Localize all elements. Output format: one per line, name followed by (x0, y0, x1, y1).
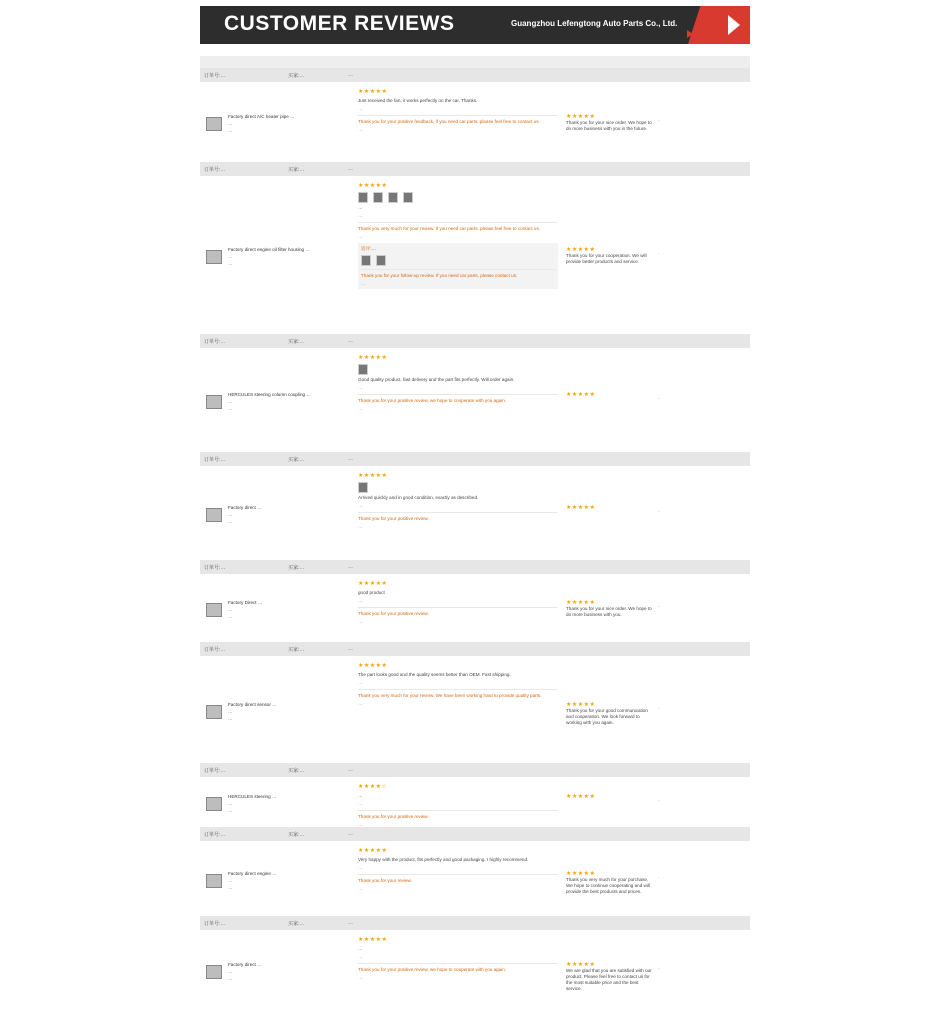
product-quantity: … (228, 614, 233, 619)
rating-stars: ★★★★★ (358, 937, 388, 943)
order-number (204, 72, 225, 79)
review-date: … (358, 801, 363, 806)
order-header (200, 642, 750, 656)
order-number-label: 订单号: (204, 167, 221, 173)
seller-reply: Thank you very much for your review. If you need car parts, please feel free to contact us. (358, 222, 558, 232)
reply-date: … (358, 524, 363, 529)
order-number (204, 338, 225, 345)
product-name[interactable]: Factory direct A/C heater pipe … (228, 114, 295, 119)
buyer (288, 920, 304, 927)
review-date: … (358, 865, 363, 870)
seller-rating-stars: ★★★★★ (566, 701, 596, 708)
order-number-label: 订单号: (204, 73, 221, 79)
seller-feedback (566, 114, 652, 132)
review-text: Good quality product, fast delivery and the part fits perfectly. Will order again. (358, 377, 515, 382)
seller-feedback (566, 794, 652, 800)
row-marker: · (658, 251, 660, 257)
review-text: good product (358, 590, 385, 595)
order-number-label: 订单号: (204, 832, 221, 838)
product-quantity: … (228, 808, 233, 813)
order-date: … (348, 338, 353, 344)
follow-up-label: 追评: (361, 246, 372, 251)
order-number-label: 订单号: (204, 647, 221, 653)
review-date: … (358, 680, 363, 685)
product-name[interactable]: HERCULES steering column coupling … (228, 392, 311, 397)
seller-feedback-text: Thank you for your nice order. We hope to do more business with you. (566, 606, 652, 617)
buyer-label: 买家: (288, 565, 300, 571)
order-number (204, 564, 225, 571)
review-text: Just received the fan, it works perfectly on the car. Thanks. (358, 98, 478, 103)
buyer-link[interactable]: … (299, 768, 305, 774)
review-date: … (358, 106, 363, 111)
reply-date: … (358, 127, 363, 132)
product-name[interactable]: Factory direct engine oil filter housing … (228, 247, 310, 252)
product-color: … (228, 708, 233, 714)
product-thumbnail[interactable] (206, 395, 222, 409)
product-quantity: … (228, 715, 233, 721)
row-marker: · (658, 874, 660, 881)
product-quantity: … (228, 261, 233, 266)
seller-reply: Thank you for your positive review, we hope to cooperate with you again. (358, 394, 558, 404)
product-quantity: … (228, 976, 233, 981)
reply-date: … (358, 822, 363, 827)
row-marker: · (658, 509, 660, 515)
follow-up-text: … (371, 246, 377, 251)
review-date: … (358, 385, 363, 390)
rating-stars: ★★★★☆ (358, 784, 388, 790)
product-color: … (228, 969, 233, 974)
product-color: … (228, 512, 233, 517)
order-header (200, 763, 750, 777)
product-color: … (228, 399, 233, 404)
buyer-link[interactable]: … (299, 457, 305, 463)
order-number-label: 订单号: (204, 339, 221, 345)
follow-up-review (358, 243, 558, 289)
order-block (200, 560, 750, 642)
order-block (200, 827, 750, 916)
review-photo[interactable] (358, 364, 368, 375)
seller-feedback (566, 600, 652, 618)
rating-stars: ★★★★★ (358, 89, 388, 95)
order-date: … (348, 456, 353, 462)
review-photo[interactable] (361, 255, 371, 266)
row-marker: · (658, 396, 660, 402)
order-number-label: 订单号: (204, 565, 221, 571)
row-marker: · (658, 798, 660, 804)
rating-stars: ★★★★★ (358, 663, 388, 669)
order-header (200, 916, 750, 930)
buyer-link[interactable]: … (299, 647, 305, 653)
review-sheet (200, 6, 750, 991)
review-photos (358, 482, 558, 492)
review-photos (358, 364, 558, 374)
review-date: … (358, 598, 363, 603)
buyer-link[interactable]: … (299, 167, 305, 173)
review-text: … (358, 205, 363, 210)
buyer-review (358, 847, 558, 891)
review-text: Very happy with the product, fits perfectly and good packaging. I highly recommend. (358, 857, 529, 862)
product-name[interactable]: Factory direct … (228, 962, 262, 967)
order-header (200, 560, 750, 574)
review-photo[interactable] (358, 192, 368, 203)
row-marker: · (658, 966, 660, 972)
order-header (200, 68, 750, 82)
seller-feedback (566, 505, 652, 511)
order-number (204, 767, 225, 774)
reply-date: … (358, 234, 363, 239)
buyer-label: 买家: (288, 167, 300, 173)
product-name[interactable]: HERCULES steering … (228, 794, 277, 799)
order-number (204, 456, 225, 463)
order-number-link[interactable]: … (220, 921, 226, 927)
product-thumbnail[interactable] (206, 117, 222, 131)
product-name[interactable]: Factory direct … (228, 505, 262, 510)
product-quantity: … (228, 519, 233, 524)
arrow-right-icon (728, 15, 740, 35)
seller-rating-stars: ★★★★★ (566, 962, 596, 968)
buyer-label: 买家: (288, 339, 300, 345)
buyer-label: 买家: (288, 457, 300, 463)
order-number-link[interactable]: … (220, 647, 226, 653)
product-thumbnail[interactable] (206, 965, 222, 979)
row-marker: · (658, 604, 660, 610)
product-name[interactable]: Factory direct engine … (228, 870, 277, 876)
rating-stars: ★★★★★ (358, 355, 388, 361)
review-photo[interactable] (403, 192, 413, 203)
order-date: … (348, 646, 353, 652)
reply-date: … (358, 406, 363, 411)
seller-rating-stars: ★★★★★ (566, 600, 596, 606)
seller-rating-stars: ★★★★★ (566, 870, 596, 877)
follow-up-photos (361, 255, 555, 265)
order-block (200, 68, 750, 162)
order-header (200, 162, 750, 176)
seller-rating-stars: ★★★★★ (566, 794, 596, 800)
order-number-link[interactable]: … (220, 565, 226, 571)
buyer-label: 买家: (288, 647, 300, 653)
product-color: … (228, 877, 233, 883)
buyer-link[interactable]: … (299, 921, 305, 927)
row-marker: · (658, 705, 660, 712)
review-photo[interactable] (376, 255, 386, 266)
product-color: … (228, 801, 233, 806)
column-header-bar (200, 56, 750, 68)
buyer (288, 646, 304, 653)
order-block (200, 334, 750, 452)
buyer (288, 338, 304, 345)
reply-date: … (358, 886, 363, 891)
product-color: … (228, 607, 233, 612)
reply-date: … (358, 619, 363, 624)
review-photo[interactable] (388, 192, 398, 203)
seller-feedback-text: Thank you very much for your purchase. We hope to continue cooperating and will provide the best products and prices. (566, 876, 650, 894)
buyer-link[interactable]: … (299, 339, 305, 345)
buyer-label: 买家: (288, 73, 300, 79)
buyer-review (358, 88, 558, 132)
product-color: … (228, 121, 233, 126)
order-block (200, 162, 750, 334)
seller-feedback-text: Thank you for your nice order. We hope to do more business with you in the future. (566, 120, 652, 131)
buyer-link[interactable]: … (299, 832, 305, 838)
product-thumbnail[interactable] (206, 874, 222, 888)
banner (200, 6, 750, 44)
product-quantity: … (228, 128, 233, 133)
review-date: … (358, 213, 363, 218)
seller-reply: Thank you for your positive review, we hope to cooperate with you again. (358, 963, 558, 973)
review-photo[interactable] (373, 192, 383, 203)
order-header (200, 334, 750, 348)
order-header (200, 827, 750, 841)
order-header (200, 452, 750, 466)
review-date: … (358, 503, 363, 508)
buyer-review (358, 783, 558, 827)
rating-stars: ★★★★★ (358, 848, 388, 854)
order-number-link[interactable]: … (220, 73, 226, 79)
product-thumbnail[interactable] (206, 705, 222, 719)
seller-feedback (566, 962, 652, 992)
buyer-review (358, 662, 558, 706)
order-date: … (348, 831, 353, 837)
banner-title: CUSTOMER REVIEWS (224, 12, 455, 35)
order-number (204, 831, 225, 838)
buyer-link[interactable]: … (299, 565, 305, 571)
buyer-review (358, 580, 558, 624)
product-color: … (228, 254, 233, 259)
rating-stars: ★★★★★ (358, 183, 388, 189)
brand-red-panel (688, 6, 750, 44)
seller-reply: Thank you for your positive review. (358, 810, 558, 820)
follow-up-date: … (361, 281, 366, 286)
order-date: … (348, 166, 353, 172)
review-photo[interactable] (358, 482, 368, 493)
follow-up-reply: Thank you for your follow-up review. If you need car parts, please contact us. (361, 269, 555, 279)
seller-rating-stars: ★★★★★ (566, 114, 596, 120)
buyer-review (358, 182, 558, 289)
order-number-link[interactable]: … (220, 457, 226, 463)
order-number-link[interactable]: … (220, 832, 226, 838)
order-number-link[interactable]: … (220, 167, 226, 173)
buyer (288, 166, 304, 173)
order-number (204, 920, 225, 927)
seller-reply: Thank you for your positive review. (358, 607, 558, 617)
product-quantity: … (228, 406, 233, 411)
seller-rating-stars: ★★★★★ (566, 247, 596, 253)
product-thumbnail[interactable] (206, 603, 222, 617)
seller-feedback-text: We are glad that you are satisfied with our product. Please feel free to contact us for the most suitable price and the best service. (566, 968, 652, 991)
order-block (200, 642, 750, 763)
order-date: … (348, 72, 353, 78)
seller-feedback (566, 247, 652, 265)
product-quantity: … (228, 884, 233, 890)
seller-feedback (566, 702, 652, 726)
product-thumbnail[interactable] (206, 508, 222, 522)
rating-stars: ★★★★★ (358, 473, 388, 479)
buyer-label: 买家: (288, 921, 300, 927)
order-date: … (348, 767, 353, 773)
order-block (200, 916, 750, 1010)
buyer (288, 72, 304, 79)
seller-rating-stars: ★★★★★ (566, 392, 596, 398)
order-number (204, 646, 225, 653)
buyer-review (358, 472, 558, 529)
review-date: … (358, 954, 363, 959)
seller-rating-stars: ★★★★★ (566, 505, 596, 511)
product-name[interactable]: Factory direct sensor … (228, 701, 277, 707)
product-thumbnail[interactable] (206, 797, 222, 811)
buyer (288, 767, 304, 774)
review-photos (358, 192, 558, 202)
seller-feedback (566, 871, 652, 895)
order-block (200, 763, 750, 827)
seller-reply: Thank you very much for your review. We have been working hard to provide quality parts. (358, 689, 558, 699)
seller-feedback (566, 392, 652, 398)
buyer-label: 买家: (288, 768, 300, 774)
order-number-label: 订单号: (204, 921, 221, 927)
buyer-link[interactable]: … (299, 73, 305, 79)
product-name[interactable]: Factory Direct … (228, 600, 263, 605)
orders-list (200, 68, 750, 1010)
reply-date: … (358, 975, 363, 980)
review-text: The part looks good and the quality seems better than OEM. Fast shipping. (358, 672, 511, 677)
buyer (288, 564, 304, 571)
order-date: … (348, 564, 353, 570)
order-number-link[interactable]: … (220, 339, 226, 345)
order-block (200, 452, 750, 560)
seller-reply: Thank you for your positive feedback, if you need car parts, please feel free to contact us. (358, 115, 558, 125)
buyer-review (358, 354, 558, 411)
review-text: … (358, 793, 363, 798)
buyer-review (358, 936, 558, 980)
seller-feedback-text: Thank you for your good communication and cooperation. We look forward to working with you again. (566, 707, 648, 725)
order-number-label: 订单号: (204, 768, 221, 774)
order-number-label: 订单号: (204, 457, 221, 463)
product-thumbnail[interactable] (206, 250, 222, 264)
seller-feedback-text: Thank you for your cooperation. We will provide better products and service. (566, 253, 647, 264)
review-text: … (358, 946, 363, 951)
buyer (288, 831, 304, 838)
reply-date: … (358, 701, 363, 706)
rating-stars: ★★★★★ (358, 581, 388, 587)
buyer-label: 买家: (288, 832, 300, 838)
order-date: … (348, 920, 353, 926)
review-text: Arrived quickly and in good condition, exactly as described. (358, 495, 479, 500)
seller-reply: Thank you for your review. (358, 874, 558, 884)
company-name: Guangzhou Lefengtong Auto Parts Co., Ltd. (511, 19, 678, 28)
seller-reply: Thank you for your positive review. (358, 512, 558, 522)
row-marker: · (658, 118, 660, 124)
buyer (288, 456, 304, 463)
order-number-link[interactable]: … (220, 768, 226, 774)
order-number (204, 166, 225, 173)
